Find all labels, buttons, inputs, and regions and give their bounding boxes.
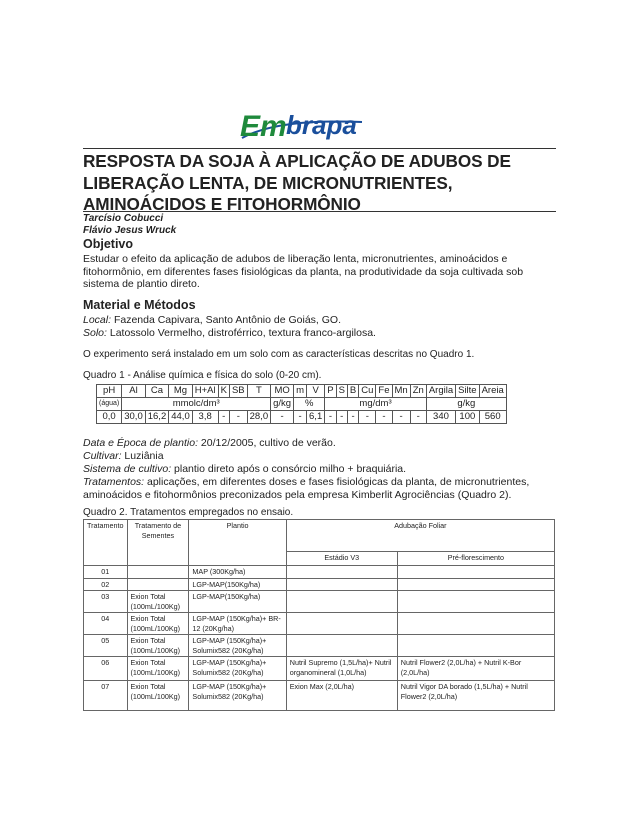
q1-h-fe: Fe xyxy=(376,385,392,398)
q2-h-sementes: Tratamento de Sementes xyxy=(127,520,189,566)
q2-cell-plantio: LGP-MAP(150Kg/ha) xyxy=(189,591,286,613)
quadro1-header-row xyxy=(97,385,507,398)
q1-v: 16,2 xyxy=(145,411,169,424)
title-rule xyxy=(83,211,556,212)
q2-cell-n: 02 xyxy=(84,578,128,591)
q2-cell-n: 06 xyxy=(84,657,128,681)
table-row xyxy=(84,591,555,613)
q2-cell-v3 xyxy=(286,566,397,579)
tratamentos-value-2: aminoácidos e fitohormônios preconizados pela empresa Kimberlit Agrociências (Quadro 2). xyxy=(83,488,512,501)
q2-cell-v3 xyxy=(286,635,397,657)
title-line-2: LIBERAÇÃO LENTA, DE MICRONUTRIENTES, xyxy=(83,172,453,193)
q1-v: - xyxy=(218,411,229,424)
q2-cell-pre xyxy=(397,635,554,657)
page-title xyxy=(83,151,553,216)
q2-cell-sem: Exion Total (100mL/100Kg) xyxy=(127,657,189,681)
embrapa-logo xyxy=(238,104,366,144)
q2-cell-sem xyxy=(127,566,189,579)
q2-cell-pre xyxy=(397,591,554,613)
q1-v: - xyxy=(325,411,336,424)
q1-v: - xyxy=(392,411,410,424)
data-plantio-line xyxy=(83,437,553,450)
q2-cell-pre xyxy=(397,578,554,591)
q1-v: - xyxy=(376,411,392,424)
solo-line xyxy=(83,327,553,340)
q2-cell-pre xyxy=(397,613,554,635)
q2-cell-plantio: MAP (300Kg/ha) xyxy=(189,566,286,579)
top-rule xyxy=(83,148,556,149)
q2-cell-pre: Nutril Flower2 (2,0L/ha) + Nutril K-Bor (2,0L/ha) xyxy=(397,657,554,681)
q1-v: 340 xyxy=(426,411,455,424)
sistema-label: Sistema de cultivo: xyxy=(83,463,172,475)
authors xyxy=(83,213,176,237)
q2-h-tratamento: Tratamento xyxy=(84,520,128,566)
local-label: Local: xyxy=(83,314,112,326)
title-line-3: AMINOÁCIDOS E FITOHORMÔNIO xyxy=(83,194,361,214)
q1-h-sb: SB xyxy=(229,385,247,398)
solo-value: Latossolo Vermelho, distroférrico, textura franco-argilosa. xyxy=(106,327,376,339)
q2-cell-plantio: LGP-MAP (150Kg/ha)+ Solumix582 (20Kg/ha) xyxy=(189,635,286,657)
material-heading: Material e Métodos xyxy=(83,298,196,312)
q1-h-k: K xyxy=(218,385,229,398)
quadro1-caption: Quadro 1 - Análise química e física do solo (0-20 cm). xyxy=(83,370,322,381)
objetivo-text xyxy=(83,253,553,291)
q2-cell-v3 xyxy=(286,578,397,591)
q2-h-plantio: Plantio xyxy=(189,520,286,566)
objetivo-line-2: fitohormônio, em diferentes fases fisiológicas da planta, na produtividade da soja cultivada sob xyxy=(83,265,524,278)
tratamentos-line xyxy=(83,476,553,501)
table-row xyxy=(84,635,555,657)
objetivo-line-3: sistema de plantio direto. xyxy=(83,278,200,291)
q1-h-s: S xyxy=(336,385,347,398)
q2-h-v3: Estádio V3 xyxy=(286,552,397,566)
quadro2-table xyxy=(83,519,555,711)
q1-u-gkg: g/kg xyxy=(271,398,294,411)
q1-h-cu: Cu xyxy=(359,385,376,398)
q1-h-t: T xyxy=(247,385,271,398)
q1-v: 3,8 xyxy=(192,411,218,424)
q2-h-foliar: Adubação Foliar xyxy=(286,520,554,552)
q2-cell-v3 xyxy=(286,613,397,635)
q2-cell-plantio: LGP-MAP(150Kg/ha) xyxy=(189,578,286,591)
q1-v: - xyxy=(336,411,347,424)
q2-cell-plantio: LGP-MAP (150Kg/ha)+ Solumix582 (20Kg/ha) xyxy=(189,681,286,711)
q1-u-mgdm: mg/dm³ xyxy=(325,398,427,411)
data-plantio-value: 20/12/2005, cultivo de verão. xyxy=(198,437,336,449)
solo-label: Solo: xyxy=(83,327,107,339)
q2-cell-n: 04 xyxy=(84,613,128,635)
q1-h-argila: Argila xyxy=(426,385,455,398)
q2-cell-v3: Nutril Supremo (1,5L/ha)+ Nutril organomineral (1,0L/ha) xyxy=(286,657,397,681)
tratamentos-value-1: aplicações, em diferentes doses e fases fisiológicas da planta, de micronutrientes, xyxy=(144,476,530,488)
q1-v: - xyxy=(294,411,307,424)
q1-h-ca: Ca xyxy=(145,385,169,398)
q2-cell-sem: Exion Total (100mL/100Kg) xyxy=(127,591,189,613)
q2-cell-n: 07 xyxy=(84,681,128,711)
objetivo-line-1: Estudar o efeito da aplicação de adubos de liberação lenta, micronutrientes, aminoácidos e xyxy=(83,253,508,265)
table-row xyxy=(84,657,555,681)
experiment-intro: O experimento será instalado em um solo com as características descritas no Quadro 1. xyxy=(83,349,475,360)
q1-v: 30,0 xyxy=(122,411,146,424)
local-line xyxy=(83,314,553,327)
quadro1-table xyxy=(96,384,507,424)
q1-v: 0,0 xyxy=(97,411,122,424)
author-1: Tarcísio Cobucci xyxy=(83,213,164,224)
q2-h-pre: Pré-florescimento xyxy=(397,552,554,566)
q2-cell-v3 xyxy=(286,591,397,613)
q2-cell-sem: Exion Total (100mL/100Kg) xyxy=(127,681,189,711)
sistema-line xyxy=(83,463,553,476)
q2-cell-n: 03 xyxy=(84,591,128,613)
q2-cell-pre xyxy=(397,566,554,579)
q1-h-al: Al xyxy=(122,385,146,398)
q1-h-areia: Areia xyxy=(479,385,506,398)
logo-em: Em xyxy=(240,110,287,143)
q1-u-gkg2: g/kg xyxy=(426,398,506,411)
q2-cell-plantio: LGP-MAP (150Kg/ha)+ Solumix582 (20Kg/ha) xyxy=(189,657,286,681)
q1-v: - xyxy=(271,411,294,424)
cultivar-value: Luziânia xyxy=(121,450,164,462)
table-row xyxy=(84,578,555,591)
q1-h-silte: Silte xyxy=(456,385,479,398)
q1-v: 44,0 xyxy=(169,411,193,424)
q1-v: - xyxy=(347,411,358,424)
author-2: Flávio Jesus Wruck xyxy=(83,225,177,236)
q2-cell-plantio: LGP-MAP (150Kg/ha)+ BR-12 (20Kg/ha) xyxy=(189,613,286,635)
q1-h-mo: MO xyxy=(271,385,294,398)
q2-cell-pre: Nutril Vigor DA borado (1,5L/ha) + Nutril Flower2 (2,0L/ha) xyxy=(397,681,554,711)
q1-h-ph: pH xyxy=(97,385,122,398)
local-value: Fazenda Capivara, Santo Antônio de Goiás, GO. xyxy=(111,314,342,326)
cultivar-line xyxy=(83,450,553,463)
cultivar-label: Cultivar: xyxy=(83,450,122,462)
q2-header-row xyxy=(84,520,555,552)
q1-h-mn: Mn xyxy=(392,385,410,398)
q1-v: 560 xyxy=(479,411,506,424)
q2-cell-v3: Exion Max (2,0L/ha) xyxy=(286,681,397,711)
q2-cell-sem: Exion Total (100mL/100Kg) xyxy=(127,613,189,635)
objetivo-heading: Objetivo xyxy=(83,237,134,251)
q1-v: - xyxy=(410,411,426,424)
data-plantio-label: Data e Época de plantio: xyxy=(83,437,198,449)
quadro2-caption: Quadro 2. Tratamentos empregados no ensaio. xyxy=(83,507,294,518)
tratamentos-label: Tratamentos: xyxy=(83,476,145,488)
quadro1-units-row xyxy=(97,398,507,411)
q1-v: - xyxy=(229,411,247,424)
table-row xyxy=(84,566,555,579)
logo-brapa: brapa xyxy=(286,110,357,140)
q1-v: - xyxy=(359,411,376,424)
q1-h-zn: Zn xyxy=(410,385,426,398)
table-row xyxy=(84,613,555,635)
q1-u-mmol: mmolc/dm³ xyxy=(122,398,271,411)
q1-v: 28,0 xyxy=(247,411,271,424)
q1-h-v: V xyxy=(307,385,325,398)
q1-h-hal: H+Al xyxy=(192,385,218,398)
q2-cell-sem xyxy=(127,578,189,591)
q2-cell-n: 01 xyxy=(84,566,128,579)
q1-v: 100 xyxy=(456,411,479,424)
q1-u-agua: (água) xyxy=(97,398,122,411)
sistema-value: plantio direto após o consórcio milho + braquiária. xyxy=(171,463,407,475)
q2-cell-n: 05 xyxy=(84,635,128,657)
title-line-1: RESPOSTA DA SOJA À APLICAÇÃO DE ADUBOS DE xyxy=(83,151,511,171)
q1-h-p: P xyxy=(325,385,336,398)
q1-h-b: B xyxy=(347,385,358,398)
q2-cell-sem: Exion Total (100mL/100Kg) xyxy=(127,635,189,657)
q1-h-m: m xyxy=(294,385,307,398)
q1-v: 6,1 xyxy=(307,411,325,424)
table-row xyxy=(84,681,555,711)
q1-u-pct: % xyxy=(294,398,325,411)
q1-h-mg: Mg xyxy=(169,385,193,398)
quadro1-values-row xyxy=(97,411,507,424)
